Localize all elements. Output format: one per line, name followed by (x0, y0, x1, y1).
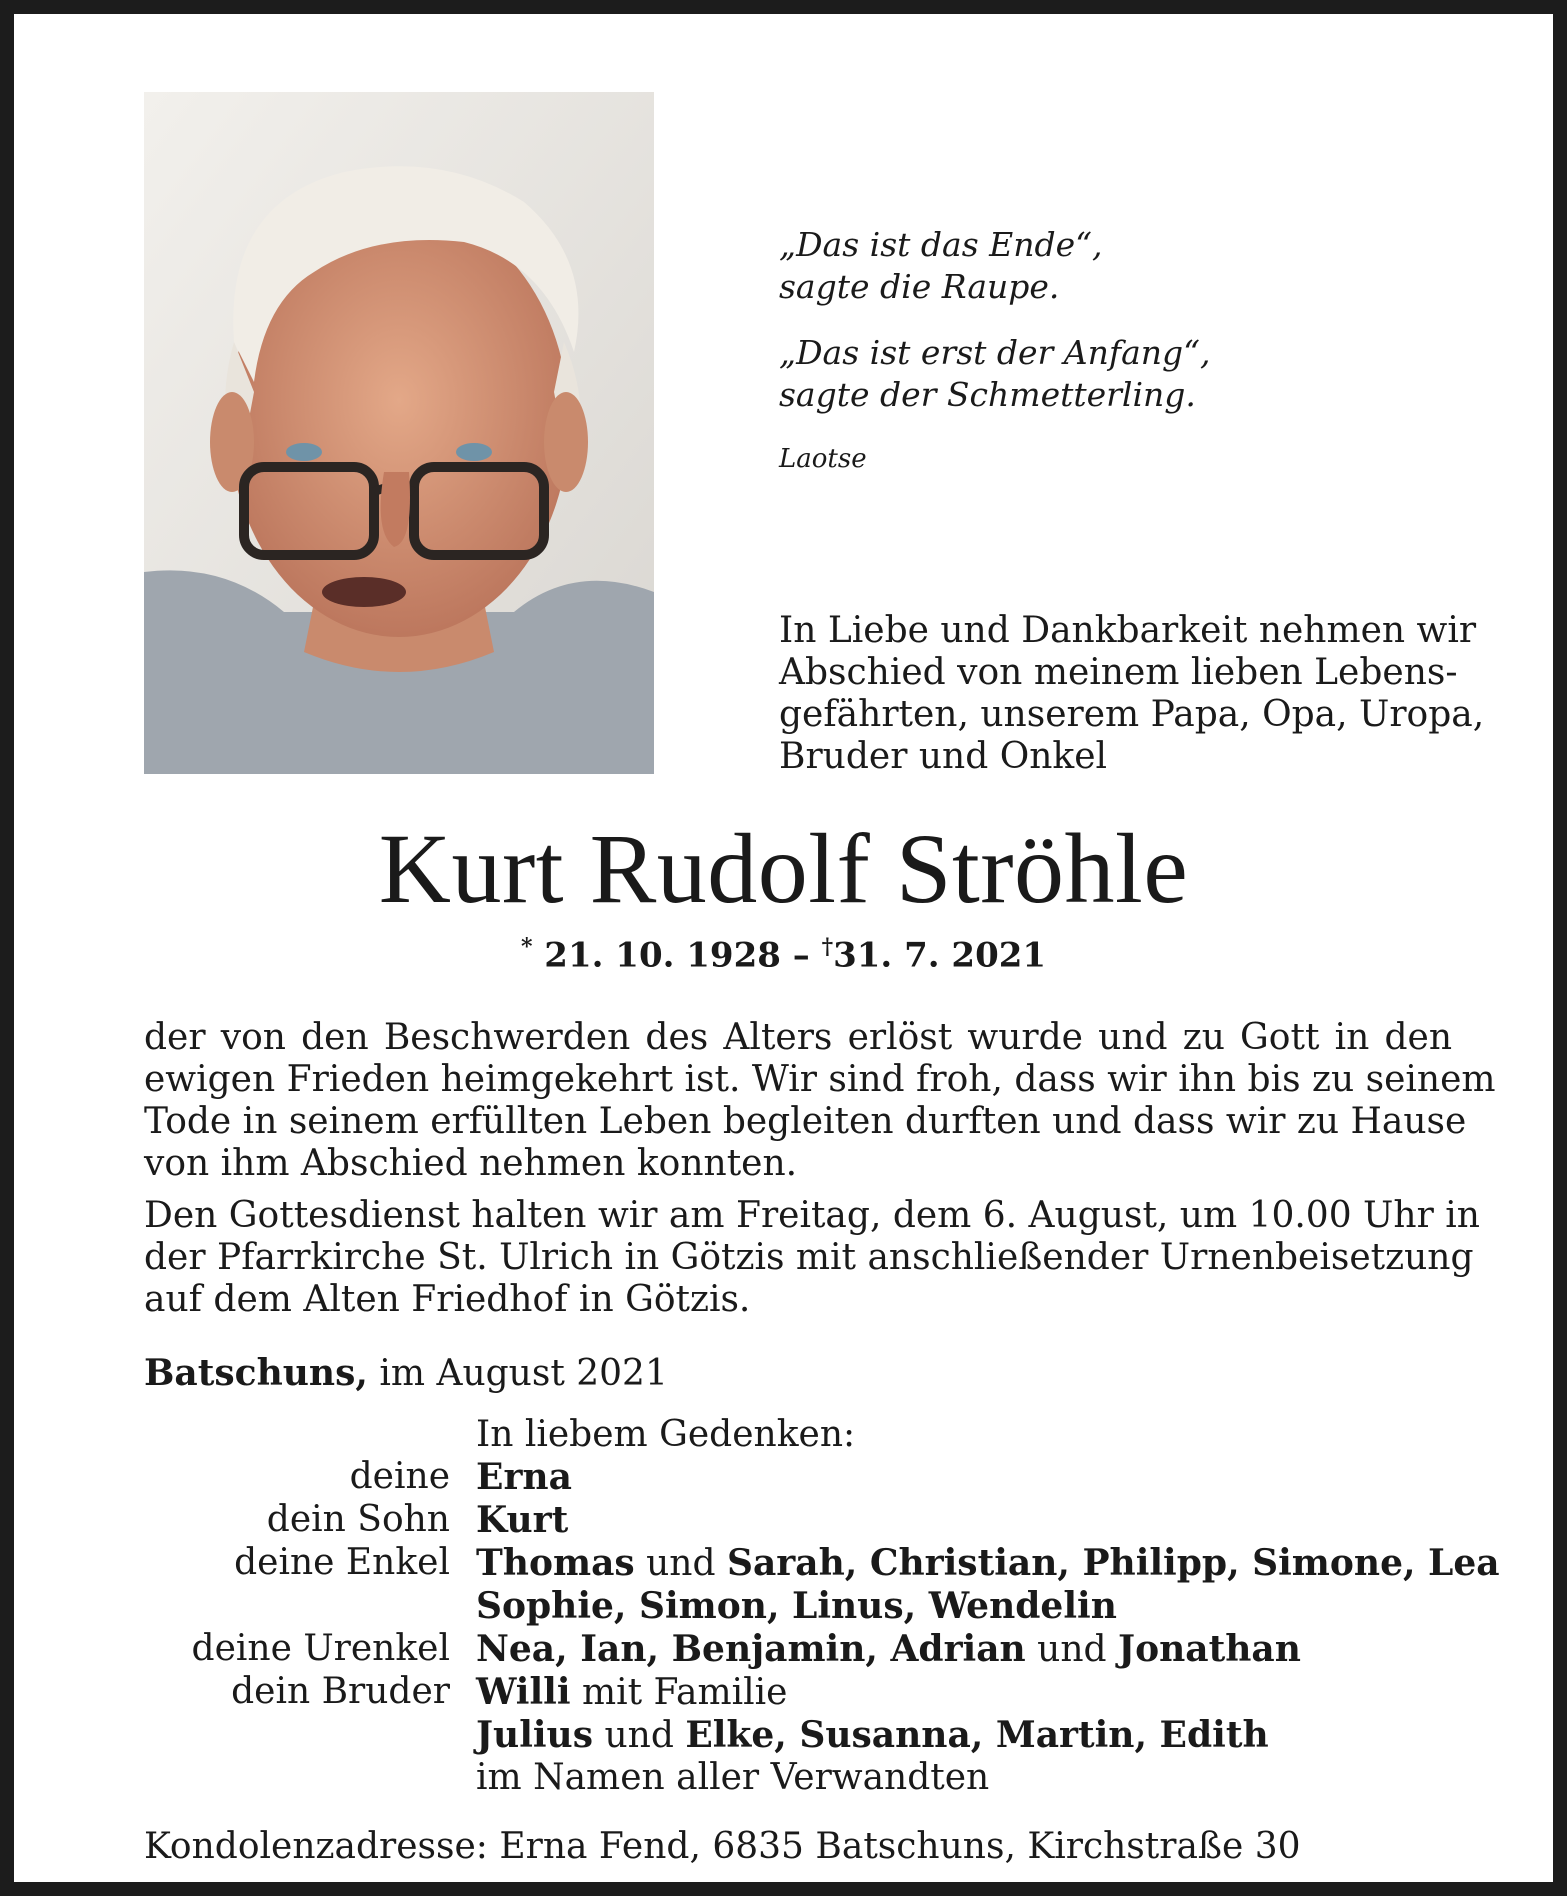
family-member-name: Nea, Ian, Benjamin, Adrian (476, 1628, 1026, 1670)
death-date: 31. 7. 2021 (833, 935, 1047, 976)
quote-author: Laotse (779, 444, 867, 474)
place-date-text: im August 2021 (379, 1353, 668, 1394)
family-list (144, 1414, 1500, 1799)
family-row (144, 1714, 1464, 1757)
death-symbol: † (821, 934, 834, 960)
family-row (144, 1499, 1464, 1542)
family-member-name: Erna (476, 1456, 572, 1498)
text-line: der Pfarrkirche St. Ulrich in Götzis mit anschließender Urnenbeisetzung (144, 1237, 1474, 1278)
text-line: der von den Beschwerden des Alters erlöst wurde und zu Gott in den (144, 1017, 1452, 1058)
family-member-name: Willi (476, 1671, 571, 1713)
family-connector: im Namen aller Verwandten (476, 1757, 990, 1798)
text-line: ewigen Frieden heimgekehrt ist. Wir sind froh, dass wir ihn bis zu seinem (144, 1059, 1496, 1100)
family-names (476, 1714, 1269, 1757)
family-member-name: Jonathan (1118, 1628, 1301, 1670)
condolence-address: Kondolenzadresse: Erna Fend, 6835 Batschuns, Kirchstraße 30 (144, 1826, 1301, 1867)
life-dates (14, 934, 1553, 975)
text-line: von ihm Abschied nehmen konnten. (144, 1143, 798, 1184)
intro-line: Bruder und Onkel (779, 736, 1108, 777)
paragraph-2 (144, 1195, 1480, 1321)
quote-line: sagte die Raupe. (779, 267, 1060, 306)
family-row (144, 1628, 1464, 1671)
family-connector: mit Familie (570, 1672, 788, 1713)
portrait-photo (144, 92, 654, 774)
deceased-name: Kurt Rudolf Ströhle (378, 813, 1189, 924)
family-names (476, 1456, 572, 1499)
paragraph-1 (144, 1017, 1496, 1185)
family-role: deine (349, 1456, 450, 1497)
text-line: Tode in seinem erfüllten Leben begleiten durften und dass wir zu Hause (144, 1101, 1467, 1142)
family-role: dein Bruder (231, 1671, 450, 1712)
family-role (144, 1585, 476, 1628)
family-member-name: Julius (476, 1714, 593, 1756)
family-member-name: Sophie, Simon, Linus, Wendelin (476, 1585, 1117, 1627)
family-row (144, 1542, 1500, 1585)
family-role (144, 1714, 476, 1757)
quote (779, 224, 1211, 480)
family-row (144, 1585, 1464, 1628)
place-date (144, 1352, 668, 1394)
family-names (476, 1499, 568, 1542)
quote-line: „Das ist erst der Anfang“, (779, 333, 1211, 372)
family-names (476, 1542, 1500, 1585)
quote-line: „Das ist das Ende“, (779, 225, 1103, 264)
family-heading: In liebem Gedenken: (476, 1414, 856, 1455)
family-names (476, 1671, 787, 1714)
portrait-icon (144, 92, 654, 774)
family-role: deine Urenkel (191, 1628, 450, 1669)
family-row (144, 1757, 1464, 1799)
family-member-name: Elke, Susanna, Martin, Edith (685, 1714, 1269, 1756)
family-heading-row (144, 1414, 1464, 1456)
text-line: Den Gottesdienst halten wir am Freitag, dem 6. August, um 10.00 Uhr in (144, 1195, 1480, 1236)
intro-line: gefährten, unserem Papa, Opa, Uropa, (779, 694, 1485, 735)
family-role (144, 1757, 476, 1799)
quote-line: sagte der Schmetterling. (779, 375, 1196, 414)
family-row (144, 1456, 1464, 1499)
family-member-name: Thomas (476, 1542, 635, 1584)
birth-symbol: * (520, 934, 533, 960)
family-member-name: Sarah, Christian, Philipp, Simone, Lea (726, 1542, 1500, 1584)
place-town: Batschuns, (144, 1352, 368, 1394)
family-member-name: Kurt (476, 1499, 569, 1541)
family-row (144, 1671, 1464, 1714)
family-connector: und (634, 1543, 727, 1584)
family-names (476, 1585, 1117, 1628)
intro-line: Abschied von meinem lieben Lebens- (779, 652, 1458, 693)
intro-line: In Liebe und Dankbarkeit nehmen wir (779, 610, 1477, 651)
obituary-text (144, 1017, 1496, 1321)
date-separator: – (792, 935, 810, 976)
family-connector: und (1025, 1629, 1119, 1670)
intro-text (779, 610, 1485, 778)
birth-date: 21. 10. 1928 (544, 935, 781, 976)
family-connector: und (593, 1715, 686, 1756)
family-role: dein Sohn (266, 1499, 450, 1540)
text-line: auf dem Alten Friedhof in Götzis. (144, 1279, 751, 1320)
family-role: deine Enkel (234, 1542, 450, 1583)
family-names (476, 1757, 989, 1799)
family-names (476, 1628, 1301, 1671)
